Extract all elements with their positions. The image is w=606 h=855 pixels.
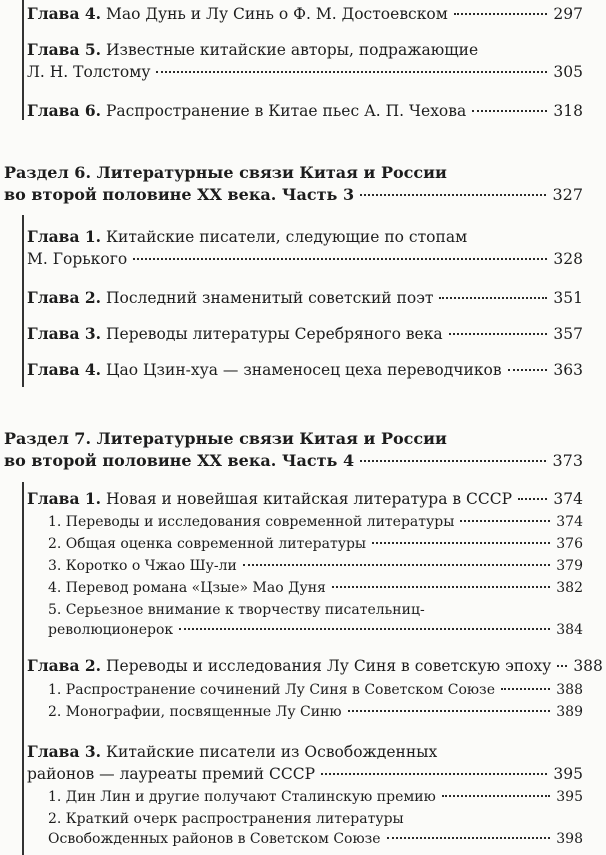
page-number: 398 <box>556 831 583 847</box>
leader-dots <box>472 110 547 112</box>
page-number: 388 <box>573 657 603 675</box>
chapter-label: Глава 2. <box>27 288 102 307</box>
toc-subentry[interactable] <box>48 600 583 640</box>
page-number: 395 <box>556 789 583 805</box>
entry-title: Переводы и исследования Лу Синя в советскую эпоху <box>101 657 552 675</box>
chapter-label: Глава 6. <box>27 101 102 120</box>
toc-entry[interactable] <box>27 226 583 270</box>
subentry-title-continued: Освобожденных районов в Советском Союзе <box>48 831 381 847</box>
leader-dots <box>372 542 550 544</box>
chapter-group-rule <box>22 215 24 387</box>
chapter-label: Глава 4. <box>27 360 102 379</box>
entry-title: Китайские писатели из Освобожденных <box>101 743 438 761</box>
subentry-title: 2. Краткий очерк распространения литературы <box>48 811 404 827</box>
leader-dots <box>156 71 547 73</box>
page-number: 351 <box>553 289 583 307</box>
entry-title-continued: М. Горького <box>27 250 128 268</box>
leader-dots <box>332 586 550 588</box>
leader-dots <box>518 498 547 500</box>
chapter-label: Глава 1. <box>27 489 102 508</box>
leader-dots <box>501 688 550 690</box>
leader-dots <box>243 564 550 566</box>
page-number: 395 <box>553 765 583 783</box>
entry-title-continued: Л. Н. Толстому <box>27 63 151 81</box>
leader-dots <box>321 773 547 775</box>
toc-subentry[interactable] <box>48 787 583 807</box>
toc-entry[interactable] <box>27 3 583 25</box>
subentry-title: 4. Перевод романа «Цзые» Мао Дуня <box>48 580 326 596</box>
toc-entry[interactable] <box>27 287 583 309</box>
chapter-label: Глава 1. <box>27 227 102 246</box>
page-number: 305 <box>553 63 583 81</box>
chapter-label: Глава 4. <box>27 4 102 23</box>
leader-dots <box>179 628 550 630</box>
page-number: 374 <box>556 514 583 530</box>
leader-dots <box>360 194 546 196</box>
page-number: 297 <box>553 5 583 23</box>
leader-dots <box>387 837 551 839</box>
leader-dots <box>454 13 548 15</box>
entry-title: Мао Дунь и Лу Синь о Ф. М. Достоевском <box>101 5 448 23</box>
entry-title: Переводы литературы Серебряного века <box>101 325 443 343</box>
page-number: 373 <box>552 451 583 470</box>
leader-dots <box>133 258 547 260</box>
entry-title: Китайские писатели, следующие по стопам <box>101 228 468 246</box>
toc-entry[interactable] <box>27 359 583 381</box>
chapter-label: Глава 3. <box>27 742 102 761</box>
toc-section-6[interactable] <box>4 162 583 206</box>
toc-subentry[interactable] <box>48 512 583 532</box>
chapter-group-rule <box>22 0 24 120</box>
page-number: 327 <box>552 185 583 204</box>
page-number: 363 <box>553 361 583 379</box>
toc-subentry[interactable] <box>48 702 583 722</box>
toc-subentry[interactable] <box>48 578 583 598</box>
chapter-label: Глава 2. <box>27 656 102 675</box>
toc-subentry[interactable] <box>48 809 583 849</box>
subentry-title: 1. Переводы и исследования современной литературы <box>48 514 455 530</box>
toc-subentry[interactable] <box>48 680 583 700</box>
section-title-continued: во второй половине XX века. Часть 4 <box>4 451 355 470</box>
page-number: 384 <box>556 622 583 638</box>
subentry-title: 3. Коротко о Чжао Шу-ли <box>48 558 237 574</box>
subentry-title: 5. Серьезное внимание к творчеству писательниц- <box>48 602 425 618</box>
leader-dots <box>449 333 548 335</box>
subentry-title: 2. Общая оценка современной литературы <box>48 536 367 552</box>
toc-subentry[interactable] <box>48 534 583 554</box>
subentry-title: 1. Дин Лин и другие получают Сталинскую премию <box>48 789 436 805</box>
toc-subentry[interactable] <box>48 556 583 576</box>
page-number: 382 <box>556 580 583 596</box>
leader-dots <box>508 369 548 371</box>
subentry-title-continued: революционерок <box>48 622 174 638</box>
leader-dots <box>460 520 550 522</box>
section-title-continued: во второй половине XX века. Часть 3 <box>4 185 355 204</box>
toc-entry[interactable] <box>27 323 583 345</box>
page-number: 318 <box>553 102 583 120</box>
entry-title: Распространение в Китае пьес А. П. Чехова <box>101 102 467 120</box>
subentry-title: 1. Распространение сочинений Лу Синя в Советском Союзе <box>48 682 495 698</box>
page-number: 388 <box>556 682 583 698</box>
chapter-label: Глава 3. <box>27 324 102 343</box>
page-number: 328 <box>553 250 583 268</box>
entry-title: Новая и новейшая китайская литература в СССР <box>101 490 513 508</box>
leader-dots <box>442 795 550 797</box>
page-number: 357 <box>553 325 583 343</box>
toc-section-7[interactable] <box>4 428 583 472</box>
entry-title: Цао Цзин-хуа — знаменосец цеха переводчиков <box>101 361 502 379</box>
page-number: 376 <box>556 536 583 552</box>
page-number: 379 <box>556 558 583 574</box>
toc-entry[interactable] <box>27 655 603 677</box>
leader-dots <box>348 710 551 712</box>
toc-entry[interactable] <box>27 741 583 785</box>
entry-title: Последний знаменитый советский поэт <box>101 289 434 307</box>
entry-title-continued: районов — лауреаты премий СССР <box>27 765 316 783</box>
chapter-label: Глава 5. <box>27 40 102 59</box>
toc-entry[interactable] <box>27 488 583 510</box>
subentry-title: 2. Монографии, посвященные Лу Синю <box>48 704 342 720</box>
toc-entry[interactable] <box>27 100 583 122</box>
leader-dots <box>360 460 546 462</box>
leader-dots <box>557 665 567 667</box>
page-number: 374 <box>553 490 583 508</box>
entry-title: Известные китайские авторы, подражающие <box>101 41 479 59</box>
leader-dots <box>439 297 547 299</box>
page-number: 389 <box>556 704 583 720</box>
section-title: Раздел 7. Литературные связи Китая и России <box>4 429 447 448</box>
section-title: Раздел 6. Литературные связи Китая и России <box>4 163 447 182</box>
chapter-group-rule <box>22 482 24 855</box>
toc-entry[interactable] <box>27 39 583 83</box>
